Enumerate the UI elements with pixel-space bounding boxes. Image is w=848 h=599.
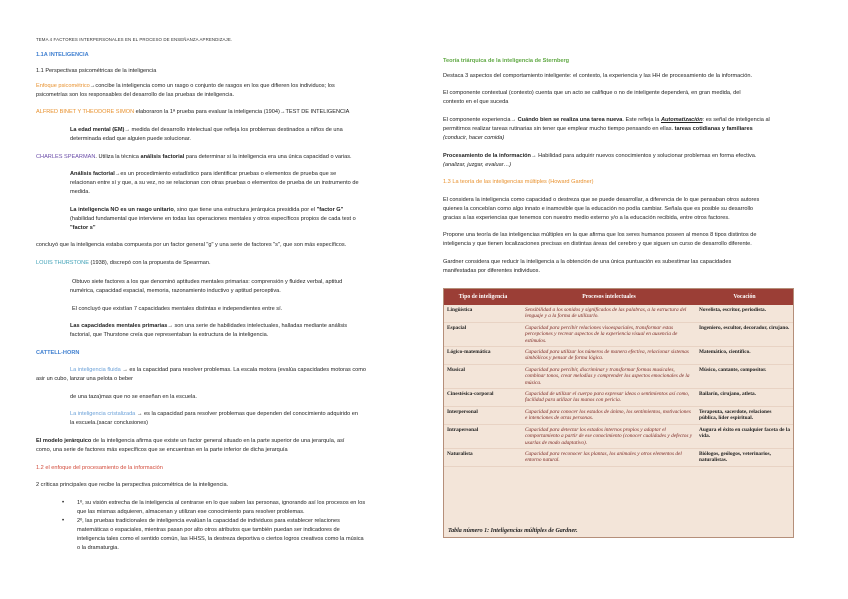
paragraph-seven-factors: Obtuvo siete factores a los que denominó aptitudes mentales primarias: comprensión y fluidez verbal, aptitud [72,279,343,285]
paragraph-experience: El componente experiencia→ Cuándo bien se realiza una tarea nueva. Este refleja la Automatización: es señal de inteligencia al [443,117,770,123]
bullet-criticism-2: 2º, las pruebas tradicionales de inteligencia evalúan la capacidad de individuos para establecer relaciones [77,518,340,524]
table-row [444,347,793,365]
paragraph-line: medida. [70,189,90,195]
paragraph-not-unitary: La inteligencia NO es un rasgo unitario, sino que tiene una estructura jerárquica presidida por el "factor G" [70,207,344,213]
column-header-type: Tipo de inteligencia [444,289,522,305]
paragraph-line: inteligencia tales como el sentido común, las HHSS, la destreza deportiva o ciertos logros creativos como la música [77,536,364,542]
paragraph-primary-abilities: Las capacidades mentales primarias→ son una serie de habilidades intelectuales, halladas mediante análisis [70,323,348,329]
table-caption: Tabla número 1: Inteligencias múltiples de Gardner. [448,528,578,534]
paragraph-seven-capacities: El concluyó que existían 7 capacidades mentales distintas e independientes entre sí. [72,306,283,312]
paragraph-line: inteligencia y que tienen localizaciones precisas en distintas áreas del cerebro y que siguen un curso de desarrollo diferente. [443,241,752,247]
document-header: TEMA 4 FACTORES INTERPERSONALES EN EL PROCESO DE ENSEÑANZA APRENDIZAJE. [36,37,233,42]
paragraph-line: psicometrías son los responsables del desarrollo de las pruebas de inteligencia. [36,92,235,98]
cell-vocation: Biólogos, geólogos, veterinarios, naturalistas. [696,448,793,466]
cell-type: Cinestésica-corporal [444,389,522,407]
paragraph-contextual: El componente contextual (contexto) cuenta que un acto se califique o no de inteligente dependerá, en gran medida, del [443,90,741,96]
section-heading-information-processing: 1.2 el enfoque del procesamiento de la información [36,465,163,471]
paragraph-two-criticisms: 2 críticas principales que recibe la perspectiva psicométrica de la inteligencia. [36,482,229,488]
paragraph-fluid-intelligence: La inteligencia fluida → es la capacidad para resolver problemas. La escala motora (evalúa capacidades motoras como [70,367,367,373]
paragraph-hierarchical-model: El modelo jerárquico de la inteligencia afirma que existe un factor general situado en la parte superior de una jerarquía, así [36,438,345,444]
section-heading-sternberg: Teoría triárquica de la inteligencia de Sternberg [443,58,570,64]
paragraph-factor-analysis: Análisis factorial→es un procedimiento estadístico para identificar pruebas o elementos de prueba que se [70,171,337,177]
paragraph-line: quienes la concebían como algo innato e inamovible que la educación no podía cambiar. Señala que es posible su desarrollo [443,206,754,212]
paragraph-line: (habilidad fundamental que interviene en todas las operaciones mentales y otros específicos propios de cada test o [70,216,356,222]
paragraph-psychometric-approach: Enfoque psicométrico→concibe la inteligencia como un rasgo o conjunto de rasgos en los que difieren los individuos; los [36,83,335,89]
paragraph-line: gracias a las experiencias que tenemos con nuestro medio externo y/o a la educación recibida, entre otros factores. [443,215,730,221]
cell-processes: Capacidad para reconocer las plantas, los animales y otros elementos del entorno natural. [522,448,696,466]
table-row [444,424,793,448]
paragraph-line: numérica, capacidad espacial, memoria, razonamiento inductivo y aptitud perceptiva. [70,288,281,294]
column-header-vocation: Vocación [696,289,793,305]
cell-processes: Capacidad para percibir, discriminar y transformar formas musicales, combinar tonos, crear melodías y comprender los aspectos emocionales de la música. [522,364,696,388]
cell-vocation: Matemático, científico. [696,347,793,365]
paragraph-multiple-intelligences: Propone una teoría de las inteligencias múltiples en la que afirma que los seres humanos poseen al menos 8 tipos distintos de [443,232,757,238]
paragraph-line: factorial, que Thurstone creía que representaban la estructura de la inteligencia. [70,332,269,338]
subheading-psychometric: 1.1 Perspectivas psicométricas de la inteligencia [36,68,157,74]
cell-vocation: Novelista, escritor, periodista. [696,305,793,322]
cell-type: Musical [444,364,522,388]
cell-type: Interpersonal [444,406,522,424]
table-row [444,305,793,322]
paragraph-line: (analizar, juzgar, evaluar…) [443,162,512,168]
bullet-dot-icon: • [62,500,65,506]
table-row [444,389,793,407]
paragraph-line: de una taza)mas que no se enseñan en la escuela. [70,394,197,400]
paragraph-line: la escuela.(sacar conclusiones) [70,420,149,426]
paragraph-line: manifestadas por diferentes individuos. [443,268,541,274]
table-row [444,406,793,424]
cell-processes: Sensibilidad a los sonidos y significados de las palabras, a la estructura del lenguaje y a la forma de utilizarlo. [522,305,696,322]
paragraph-line: relacionan entre sí y que, a su vez, no se relacionan con otras pruebas o elementos de prueba de un instrumento de [70,180,359,186]
paragraph-line: determinada edad que alguien puede solucionar. [70,136,191,142]
paragraph-line: como, una serie de factores más específicos que se encuentran en la parte inferior de dicha jerarquía [36,447,288,453]
bullet-dot-icon: • [62,518,65,524]
paragraph-line: matemáticas o espaciales, mientras pasan por alto otros atributos que también puedan ser indicadores de [77,527,340,533]
table-row [444,322,793,346]
cell-vocation: Terapeuta, sacerdote, relaciones pública, líder espiritual. [696,406,793,424]
bullet-criticism-1: 1º, su visión estrecha de la inteligencia al centrarse en lo que saben las personas, ignorando así los procesos en los [77,500,366,506]
intelligences-table [444,289,793,467]
cell-processes: Capacidad para detectar los estados internos propios y adaptar el comportamiento a partir de ese conocimiento (conocer cualidades y defectos y usarlas de modo adaptativo). [522,424,696,448]
cell-type: Espacial [444,322,522,346]
paragraph-line: contexto en el que suceda [443,99,509,105]
section-heading-intelligence: 1.1A INTELIGENCIA [36,52,89,58]
multiple-intelligences-table [443,288,794,538]
paragraph-line: asir un cubo, lanzar una pelota o beber [36,376,134,382]
paragraph-crystallized-intelligence: La inteligencia cristalizada → es la capacidad para resolver problemas que dependen del conocimiento adquirido en [70,411,358,417]
paragraph-gardner-score: Gardner considera que reducir la inteligencia a la obtención de una única puntuación es subestimar las capacidades [443,259,732,265]
paragraph-line: que las mismas adquieren, almacenan y utilizan ese conocimiento para resolver problemas. [77,509,305,515]
paragraph-g-factor-conclusion: concluyó que la inteligencia estaba compuesta por un factor general "g" y una serie de factores "s", que son más específicos. [36,242,347,248]
cell-processes: Capacidad para percibir relaciones visoespaciales, transformar estas percepciones y recrear aspectos de la experiencia visual en ausencia de estímulos. [522,322,696,346]
cell-type: Intrapersonal [444,424,522,448]
cell-processes: Capacidad de utilizar el cuerpo para expresar ideas o sentimientos así como, facilidad para utilizar las manos con pericia. [522,389,696,407]
paragraph-spearman: CHARLES SPEARMAN. Utiliza la técnica análisis factorial para determinar si la inteligencia era una única capacidad o varias. [36,154,352,160]
cell-vocation: Músico, cantante, compositor. [696,364,793,388]
paragraph-binet-simon: ALFRED BINET Y THEODORE SIMON elaboraron la 1ª prueba para evaluar la inteligencia (1904)→TEST DE INTELIGENCIA [36,109,350,115]
paragraph-gardner-development: El considera la inteligencia como capacidad o destreza que se puede desarrollar, a diferencia de lo que pensaban otros autores [443,197,760,203]
column-header-processes: Procesos intelectuales [522,289,696,305]
paragraph-line: permitirnos realizar tareas rutinarias sin tener que emplear mucho tiempo pensando en ellas. tareas cotidianas y familiares [443,126,753,132]
section-heading-gardner: 1.3 La teoría de las inteligencias múltiples (Howard Gardner) [443,179,594,185]
table-row [444,448,793,466]
cell-processes: Capacidad para utilizar los números de manera efectiva, relacionar sistemas simbólicos y pensar de forma lógica. [522,347,696,365]
table-row [444,364,793,388]
section-heading-cattell-horn: CATTELL-HORN [36,350,80,356]
cell-type: Lingüística [444,305,522,322]
cell-type: Lógico-matemática [444,347,522,365]
paragraph-line: o la dramaturgia. [77,545,119,551]
paragraph-thurstone: LOUIS THURSTONE (1938), discrepó con la propuesta de Spearman. [36,260,211,266]
paragraph-line: "factor s" [70,225,96,231]
paragraph-mental-age: La edad mental (EM)→ medida del desarrollo intelectual que refleja los problemas destinados a niños de una [70,127,343,133]
table-header-row [444,289,793,305]
paragraph-three-aspects: Destaca 3 aspectos del comportamiento inteligente: el contexto, la experiencia y las HH de procesamiento de la información. [443,73,753,79]
cell-type: Naturalista [444,448,522,466]
cell-vocation: Ingeniero, escultor, decorador, cirujano. [696,322,793,346]
paragraph-line: (conducir, hacer comida) [443,135,505,141]
cell-vocation: Augura el éxito en cualquier faceta de la vida. [696,424,793,448]
cell-processes: Capacidad para conocer los estados de ánimo, los sentimientos, motivaciones e intenciones de otras personas. [522,406,696,424]
paragraph-processing: Procesamiento de la información→ Habilidad para adquirir nuevos conocimientos y solucionar problemas en forma efectiva. [443,153,757,159]
cell-vocation: Bailarín, cirujano, atleta. [696,389,793,407]
